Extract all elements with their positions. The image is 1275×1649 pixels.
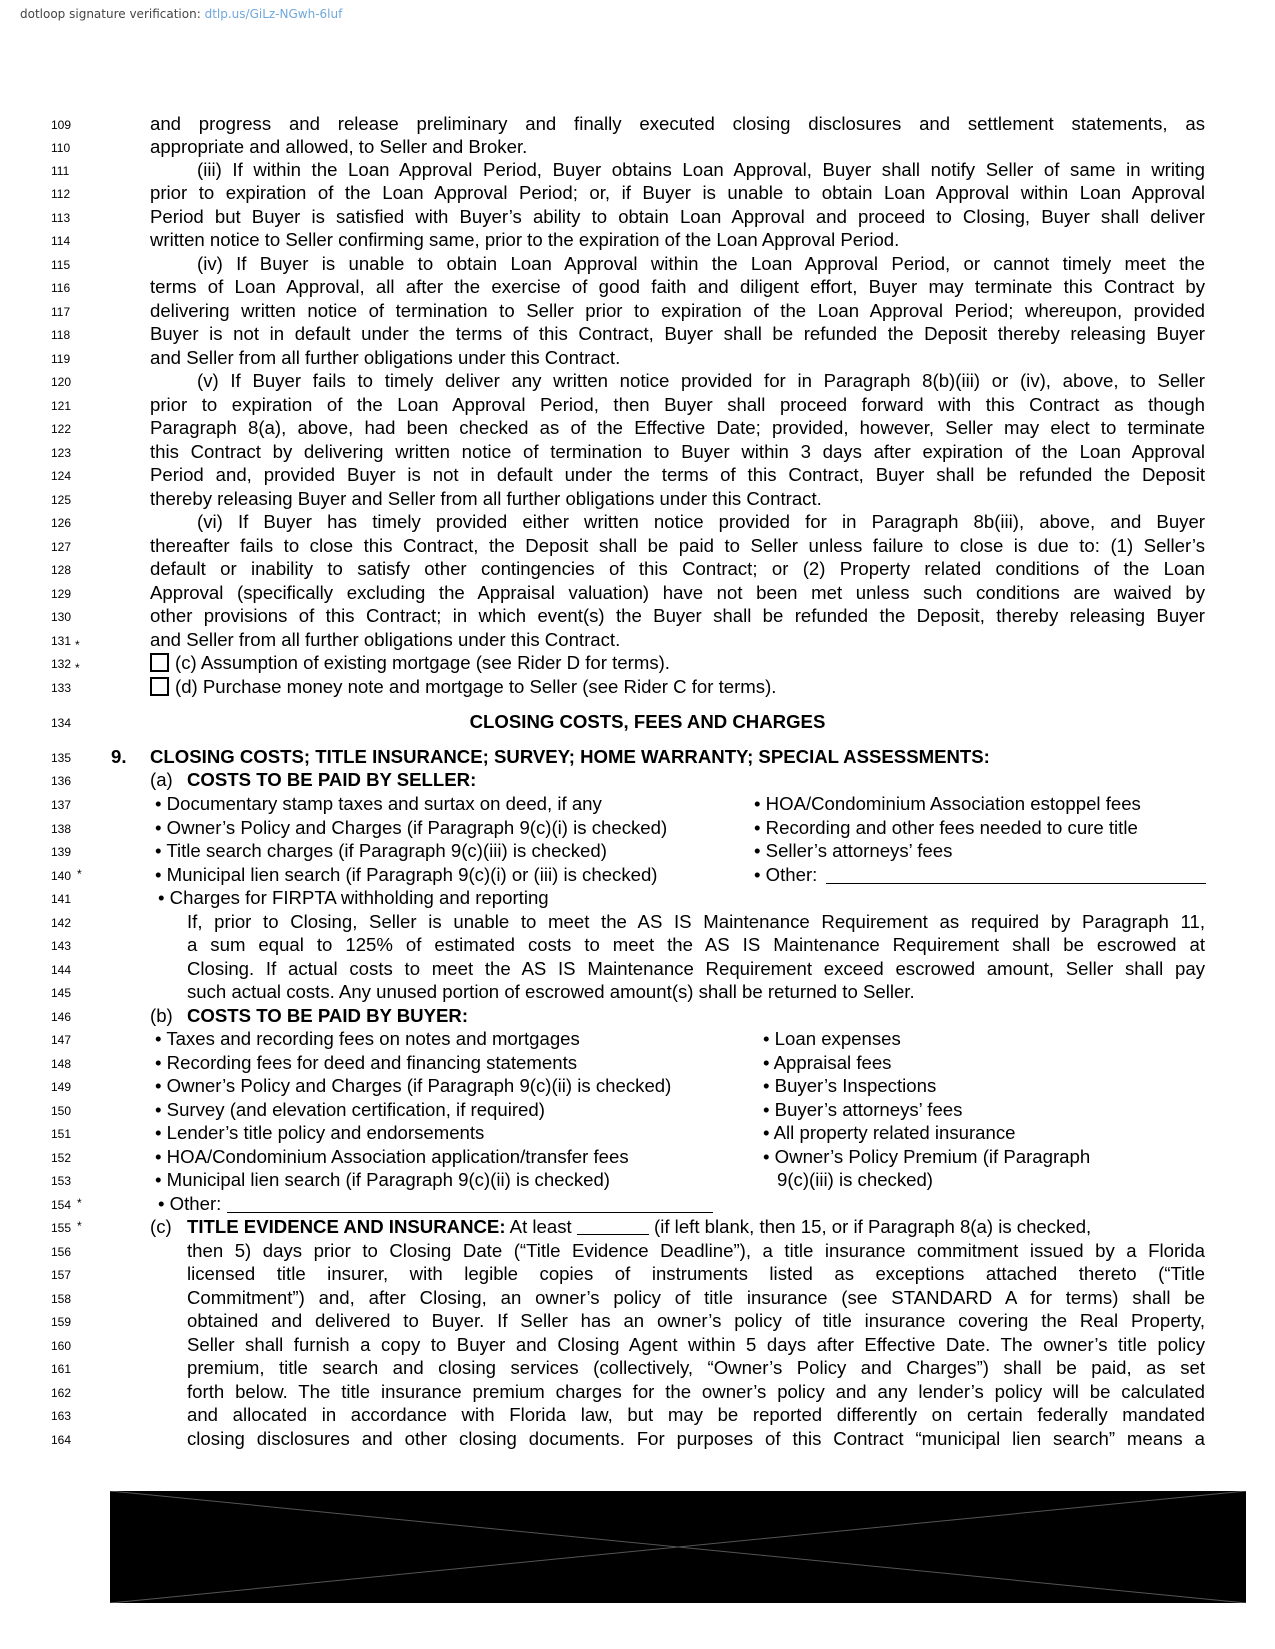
- line-number: 118: [51, 328, 71, 342]
- line-110: [0, 135, 1275, 159]
- line-text: default or inability to satisfy other contingencies of this Contract; or (2) Property related conditions of the Loan: [150, 558, 1205, 579]
- line-137: [0, 792, 1275, 816]
- line-text: and allocated in accordance with Florida law, but may be reported differently on certain federally mandated: [187, 1404, 1205, 1425]
- line-number: 115: [51, 258, 71, 272]
- line-115: [0, 252, 1275, 276]
- line-155: [0, 1215, 1275, 1239]
- line-127: [0, 534, 1275, 558]
- line-number: 159: [51, 1315, 72, 1329]
- line-number: 158: [51, 1292, 72, 1306]
- line-text: Seller shall furnish a copy to Buyer and Closing Agent within 5 days after Effective Date. The owner’s title policy: [187, 1334, 1205, 1355]
- seller-cost-item: • Documentary stamp taxes and surtax on deed, if any: [155, 793, 602, 814]
- line-160: [0, 1333, 1275, 1357]
- line-text: appropriate and allowed, to Seller and Broker.: [150, 136, 528, 157]
- line-129: [0, 581, 1275, 605]
- line-text: (v) If Buyer fails to timely deliver any written notice provided for in Paragraph 8(b)(iii) or (iv), above, to Seller: [197, 370, 1205, 391]
- line-141: [0, 886, 1275, 910]
- line-number: 131: [51, 634, 72, 648]
- line-text: Buyer is not in default under the terms of this Contract, Buyer shall be refunded the Deposit thereby releasing Buyer: [150, 323, 1205, 344]
- subsection-label: (c): [150, 1216, 172, 1237]
- buyer-cost-item: 9(c)(iii) is checked): [777, 1169, 934, 1190]
- line-119: [0, 346, 1275, 370]
- line-149: [0, 1074, 1275, 1098]
- line-text: obtained and delivered to Buyer. If Seller has an owner’s policy of title insurance covering the Real Property,: [187, 1310, 1205, 1331]
- line-number: 126: [51, 516, 72, 530]
- line-114: [0, 228, 1275, 252]
- line-number: 112: [51, 187, 71, 201]
- line-number: 124: [51, 469, 72, 483]
- option-text: (d) Purchase money note and mortgage to Seller (see Rider C for terms).: [175, 676, 777, 697]
- line-118: [0, 322, 1275, 346]
- line-139: [0, 839, 1275, 863]
- line-number: 161: [51, 1362, 72, 1376]
- line-146: [0, 1004, 1275, 1028]
- line-162: [0, 1380, 1275, 1404]
- line-text: forth below. The title insurance premium charges for the owner’s policy and any lender’s policy will be calculated: [187, 1381, 1205, 1402]
- line-text: Approval (specifically excluding the Appraisal valuation) have not been met unless such conditions are waived by: [150, 582, 1205, 603]
- buyer-cost-item: • Taxes and recording fees on notes and mortgages: [155, 1028, 580, 1049]
- line-number: 139: [51, 845, 72, 859]
- seller-cost-item: • HOA/Condominium Association estoppel fees: [754, 793, 1141, 814]
- subsection-title: COSTS TO BE PAID BY BUYER:: [187, 1005, 469, 1026]
- line-text: licensed title insurer, with legible copies of instruments listed as exceptions attached thereto (“Title: [187, 1263, 1205, 1284]
- line-text: other provisions of this Contract; in which event(s) the Buyer shall be refunded the Deposit, thereby releasing Buyer: [150, 605, 1205, 626]
- subsection-label: (b): [150, 1005, 173, 1026]
- line-text: premium, title search and closing services (collectively, “Owner’s Policy and Charges”) shall be paid, as set: [187, 1357, 1205, 1378]
- line-150: [0, 1098, 1275, 1122]
- line-number: 132: [51, 657, 72, 671]
- line-128: [0, 557, 1275, 581]
- paragraph-title: CLOSING COSTS; TITLE INSURANCE; SURVEY; HOME WARRANTY; SPECIAL ASSESSMENTS:: [150, 746, 990, 767]
- line-text: thereby releasing Buyer and Seller from all further obligations under this Contract.: [150, 488, 822, 509]
- line-number: 111: [51, 164, 70, 178]
- seller-cost-item: • Municipal lien search (if Paragraph 9(c)(i) or (iii) is checked): [155, 864, 658, 885]
- buyer-cost-item: • Appraisal fees: [763, 1052, 892, 1073]
- seller-cost-item: • Charges for FIRPTA withholding and reporting: [158, 887, 549, 908]
- line-number: 149: [51, 1080, 72, 1094]
- line-number: 140: [51, 869, 72, 883]
- line-144: [0, 957, 1275, 981]
- line-number: 152: [51, 1151, 72, 1165]
- line-138: [0, 816, 1275, 840]
- buyer-cost-item: • Lender’s title policy and endorsements: [155, 1122, 485, 1143]
- line-number: 135: [51, 751, 72, 765]
- line-number: 120: [51, 375, 72, 389]
- seller-other-field[interactable]: [826, 865, 1206, 884]
- line-number: 162: [51, 1386, 72, 1400]
- line-number: 109: [51, 118, 72, 132]
- line-142: [0, 910, 1275, 934]
- line-text: Paragraph 8(a), above, had been checked as of the Effective Date; provided, however, Seller may elect to terminate: [150, 417, 1205, 438]
- line-text: a sum equal to 125% of estimated costs to meet the AS IS Maintenance Requirement shall be escrowed at: [187, 934, 1205, 955]
- line-134: [0, 710, 1275, 734]
- seller-cost-item: • Title search charges (if Paragraph 9(c)(iii) is checked): [155, 840, 607, 861]
- line-text: Period but Buyer is satisfied with Buyer’s ability to obtain Loan Approval and proceed to Closing, Buyer shall deliver: [150, 206, 1205, 227]
- line-number: 153: [51, 1174, 72, 1188]
- line-number: 114: [51, 234, 71, 248]
- line-number: 128: [51, 563, 72, 577]
- line-126: [0, 510, 1275, 534]
- line-number: 123: [51, 446, 72, 460]
- line-117: [0, 299, 1275, 323]
- line-number: 157: [51, 1268, 72, 1282]
- line-131: [0, 628, 1275, 652]
- line-136: [0, 768, 1275, 792]
- line-number: 125: [51, 493, 72, 507]
- line-151: [0, 1121, 1275, 1145]
- line-number: 138: [51, 822, 72, 836]
- line-159: [0, 1309, 1275, 1333]
- line-164: [0, 1427, 1275, 1451]
- line-number: 160: [51, 1339, 72, 1353]
- line-123: [0, 440, 1275, 464]
- line-text: (iii) If within the Loan Approval Period, Buyer obtains Loan Approval, Buyer shall notify Seller of same in writing: [197, 159, 1205, 180]
- line-109: [0, 112, 1275, 136]
- star-marker: *: [77, 1196, 82, 1210]
- line-147: [0, 1027, 1275, 1051]
- line-number: 163: [51, 1409, 72, 1423]
- line-number: 150: [51, 1104, 72, 1118]
- buyer-cost-item: • Buyer’s Inspections: [763, 1075, 937, 1096]
- line-135: [0, 745, 1275, 769]
- line-number: 156: [51, 1245, 72, 1259]
- line-number: 143: [51, 939, 72, 953]
- line-number: 116: [51, 281, 71, 295]
- line-text: Period and, provided Buyer is not in default under the terms of this Contract, Buyer shall be refunded the Deposit: [150, 464, 1205, 485]
- line-122: [0, 416, 1275, 440]
- line-number: 155: [51, 1221, 72, 1235]
- line-text: and Seller from all further obligations under this Contract.: [150, 629, 621, 650]
- line-text: At least: [509, 1216, 572, 1237]
- line-111: [0, 158, 1275, 182]
- line-text: such actual costs. Any unused portion of escrowed amount(s) shall be returned to Seller.: [187, 981, 915, 1002]
- buyer-cost-item: • Recording fees for deed and financing statements: [155, 1052, 578, 1073]
- section-heading: CLOSING COSTS, FEES AND CHARGES: [469, 711, 826, 732]
- checkbox-assumption-mortgage[interactable]: [150, 653, 169, 672]
- line-120: [0, 369, 1275, 393]
- line-number: 151: [51, 1127, 72, 1141]
- buyer-cost-item: • Buyer’s attorneys’ fees: [763, 1099, 963, 1120]
- line-text: then 5) days prior to Closing Date (“Title Evidence Deadline”), a title insurance commitment issued by a Florida: [187, 1240, 1205, 1261]
- line-132: [0, 651, 1275, 675]
- line-number: 113: [51, 211, 71, 225]
- star-marker: *: [75, 661, 80, 675]
- buyer-cost-item: • All property related insurance: [763, 1122, 1016, 1143]
- verification-label: dotloop signature verification:: [20, 7, 201, 21]
- buyer-cost-item: • HOA/Condominium Association application/transfer fees: [155, 1146, 629, 1167]
- line-number: 142: [51, 916, 72, 930]
- line-text: closing disclosures and other closing documents. For purposes of this Contract “municipal lien search” means a: [187, 1428, 1205, 1449]
- line-text: thereafter fails to close this Contract, the Deposit shall be paid to Seller unless failure to close is due to: (1) Seller’s: [150, 535, 1205, 556]
- line-133: [0, 675, 1275, 699]
- line-number: 122: [51, 422, 72, 436]
- line-158: [0, 1286, 1275, 1310]
- buyer-cost-item: • Owner’s Policy Premium (if Paragraph: [763, 1146, 1091, 1167]
- buyer-cost-item: • Survey (and elevation certification, if required): [155, 1099, 545, 1120]
- line-113: [0, 205, 1275, 229]
- line-number: 133: [51, 681, 72, 695]
- line-text: and Seller from all further obligations under this Contract.: [150, 347, 621, 368]
- subsection-title: COSTS TO BE PAID BY SELLER:: [187, 769, 477, 790]
- line-153: [0, 1168, 1275, 1192]
- line-148: [0, 1051, 1275, 1075]
- line-154: [0, 1192, 1275, 1216]
- line-130: [0, 604, 1275, 628]
- seller-cost-item: • Other:: [754, 864, 818, 885]
- buyer-cost-item: • Loan expenses: [763, 1028, 901, 1049]
- placeholder-cross-icon: [110, 1491, 1246, 1603]
- line-text: prior to expiration of the Loan Approval Period, then Buyer shall proceed forward with this Contract as though: [150, 394, 1205, 415]
- line-number: 146: [51, 1010, 72, 1024]
- line-number: 148: [51, 1057, 72, 1071]
- line-number: 137: [51, 798, 72, 812]
- line-number: 141: [51, 892, 72, 906]
- subsection-title: TITLE EVIDENCE AND INSURANCE:: [187, 1216, 506, 1237]
- buyer-cost-item: • Owner’s Policy and Charges (if Paragraph 9(c)(ii) is checked): [155, 1075, 672, 1096]
- line-text: prior to expiration of the Loan Approval Period; or, if Buyer is unable to obtain Loan Approval within Loan Approval: [150, 182, 1205, 203]
- buyer-cost-item: • Other:: [158, 1193, 222, 1214]
- line-121: [0, 393, 1275, 417]
- line-text: (if left blank, then 15, or if Paragraph 8(a) is checked,: [654, 1216, 1092, 1237]
- star-marker: *: [77, 867, 82, 881]
- line-number: 144: [51, 963, 72, 977]
- line-number: 119: [51, 352, 71, 366]
- line-text: Commitment”) and, after Closing, an owner’s policy of title insurance (see STANDARD A for terms) shall be: [187, 1287, 1205, 1308]
- line-text: terms of Loan Approval, all after the exercise of good faith and diligent effort, Buyer may terminate this Contract by: [150, 276, 1205, 297]
- star-marker: *: [77, 1219, 82, 1233]
- verification-link[interactable]: dtlp.us/GiLz-NGwh-6luf: [204, 7, 343, 21]
- line-number: 164: [51, 1433, 72, 1447]
- line-152: [0, 1145, 1275, 1169]
- seller-cost-item: • Seller’s attorneys’ fees: [754, 840, 953, 861]
- line-125: [0, 487, 1275, 511]
- signature-verification: [20, 7, 342, 21]
- line-text: If, prior to Closing, Seller is unable to meet the AS IS Maintenance Requirement as required by Paragraph 11,: [187, 911, 1205, 932]
- line-157: [0, 1262, 1275, 1286]
- line-124: [0, 463, 1275, 487]
- line-number: 154: [51, 1198, 72, 1212]
- line-143: [0, 933, 1275, 957]
- line-number: 121: [51, 399, 72, 413]
- subsection-label: (a): [150, 769, 173, 790]
- seller-cost-item: • Recording and other fees needed to cure title: [754, 817, 1138, 838]
- line-number: 134: [51, 716, 72, 730]
- seller-cost-item: • Owner’s Policy and Charges (if Paragraph 9(c)(i) is checked): [155, 817, 668, 838]
- line-text: (iv) If Buyer is unable to obtain Loan Approval within the Loan Approval Period, or cannot timely meet the: [197, 253, 1205, 274]
- line-text: and progress and release preliminary and finally executed closing disclosures and settlement statements, as: [150, 113, 1205, 134]
- line-number: 145: [51, 986, 72, 1000]
- buyer-cost-item: • Municipal lien search (if Paragraph 9(c)(ii) is checked): [155, 1169, 610, 1190]
- line-112: [0, 181, 1275, 205]
- line-140: [0, 863, 1275, 887]
- line-number: 110: [51, 141, 71, 155]
- title-evidence-days-field[interactable]: [577, 1216, 649, 1235]
- line-number: 127: [51, 540, 72, 554]
- line-145: [0, 980, 1275, 1004]
- line-number: 117: [51, 305, 71, 319]
- checkbox-purchase-money-note[interactable]: [150, 677, 169, 696]
- line-text: written notice to Seller confirming same, prior to the expiration of the Loan Approval Period.: [150, 229, 900, 250]
- paragraph-number: 9.: [111, 746, 127, 767]
- line-number: 136: [51, 774, 72, 788]
- line-116: [0, 275, 1275, 299]
- line-text: this Contract by delivering written notice of termination to Buyer within 3 days after expiration of the Loan Approval: [150, 441, 1205, 462]
- line-156: [0, 1239, 1275, 1263]
- line-161: [0, 1356, 1275, 1380]
- image-placeholder: [110, 1491, 1246, 1603]
- line-text: (vi) If Buyer has timely provided either written notice provided for in Paragraph 8b(iii), above, and Buyer: [197, 511, 1205, 532]
- buyer-other-field[interactable]: [227, 1194, 713, 1213]
- star-marker: *: [75, 638, 80, 652]
- line-163: [0, 1403, 1275, 1427]
- option-text: (c) Assumption of existing mortgage (see Rider D for terms).: [175, 652, 670, 673]
- line-number: 129: [51, 587, 72, 601]
- line-number: 147: [51, 1033, 72, 1047]
- line-text: Closing. If actual costs to meet the AS IS Maintenance Requirement exceed escrowed amount, Seller shall pay: [187, 958, 1205, 979]
- line-text: delivering written notice of termination to Seller prior to expiration of the Loan Approval Period; whereupon, provided: [150, 300, 1205, 321]
- line-number: 130: [51, 610, 72, 624]
